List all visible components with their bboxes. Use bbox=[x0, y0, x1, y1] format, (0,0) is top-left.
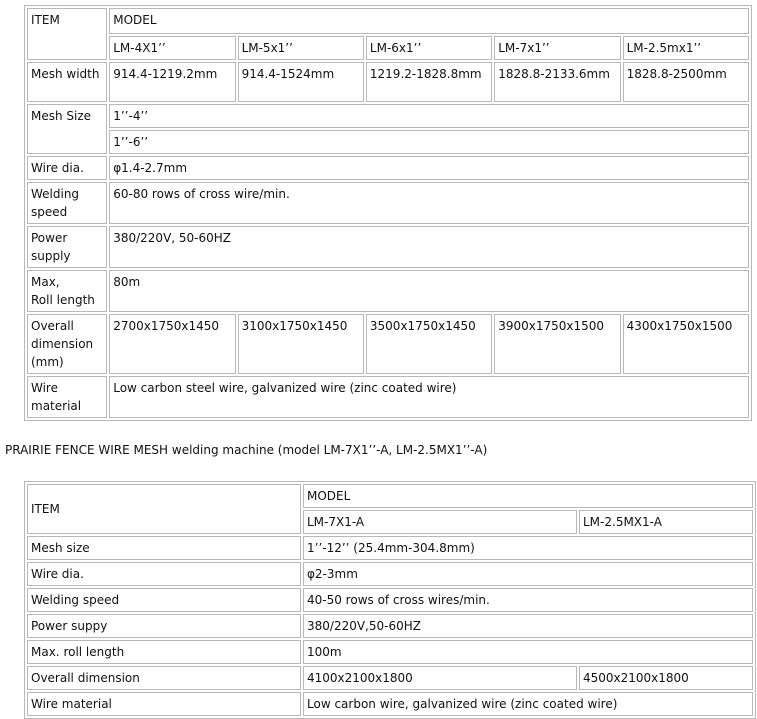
overall-dimension-value: 4500x2100x1800 bbox=[579, 666, 753, 690]
roll-length-value: 80m bbox=[109, 270, 749, 312]
overall-dimension-value: 2700x1750x1450 bbox=[109, 314, 235, 374]
model-header: MODEL bbox=[303, 484, 753, 508]
model-name: LM-7X1-A bbox=[303, 510, 577, 534]
model-name: LM-2.5mx1’’ bbox=[623, 36, 749, 60]
wire-material-value: Low carbon steel wire, galvanized wire (zinc coated wire) bbox=[109, 376, 749, 418]
model-name: LM-5x1’’ bbox=[238, 36, 364, 60]
row-label-welding-speed: Welding speed bbox=[27, 182, 107, 224]
mesh-size-value: 1’’-12’’ (25.4mm-304.8mm) bbox=[303, 536, 753, 560]
roll-length-label-line2: Roll length bbox=[31, 293, 95, 307]
item-header: ITEM bbox=[27, 8, 107, 60]
row-label-wire-dia: Wire dia. bbox=[27, 562, 301, 586]
mesh-size-value: 1’’-4’’ bbox=[109, 104, 749, 128]
power-supply-value: 380/220V,50-60HZ bbox=[303, 614, 753, 638]
row-label-mesh-size: Mesh size bbox=[27, 536, 301, 560]
row-label-power-supply: Power supply bbox=[27, 226, 107, 268]
row-label-power-supply: Power suppy bbox=[27, 614, 301, 638]
wire-material-value: Low carbon wire, galvanized wire (zinc coated wire) bbox=[303, 692, 753, 716]
mesh-size-value: 1’’-6’’ bbox=[109, 130, 749, 154]
overall-dimension-value: 3500x1750x1450 bbox=[366, 314, 492, 374]
row-label-roll-length: Max. roll length bbox=[27, 640, 301, 664]
roll-length-label-line1: Max, bbox=[31, 275, 60, 289]
row-label-roll-length bbox=[27, 270, 107, 312]
wire-dia-value: φ2-3mm bbox=[303, 562, 753, 586]
mesh-width-value: 914.4-1524mm bbox=[238, 62, 364, 102]
roll-length-value: 100m bbox=[303, 640, 753, 664]
item-header: ITEM bbox=[27, 484, 301, 534]
row-label-wire-dia: Wire dia. bbox=[27, 156, 107, 180]
model-name: LM-4X1’’ bbox=[109, 36, 235, 60]
overall-dimension-value: 3100x1750x1450 bbox=[238, 314, 364, 374]
row-label-wire-material: Wire material bbox=[27, 376, 107, 418]
overall-dimension-value: 4300x1750x1500 bbox=[623, 314, 749, 374]
model-header: MODEL bbox=[109, 8, 749, 34]
overall-dimension-value: 4100x2100x1800 bbox=[303, 666, 577, 690]
row-label-overall-dimension: Overall dimension (mm) bbox=[27, 314, 107, 374]
row-label-overall-dimension: Overall dimension bbox=[27, 666, 301, 690]
welding-speed-value: 60-80 rows of cross wire/min. bbox=[109, 182, 749, 224]
overall-dimension-value: 3900x1750x1500 bbox=[494, 314, 620, 374]
welding-speed-value: 40-50 rows of cross wires/min. bbox=[303, 588, 753, 612]
row-label-welding-speed: Welding speed bbox=[27, 588, 301, 612]
mesh-width-value: 1828.8-2133.6mm bbox=[494, 62, 620, 102]
section-caption: PRAIRIE FENCE WIRE MESH welding machine (model LM-7X1’’-A, LM-2.5MX1’’-A) bbox=[5, 443, 488, 457]
power-supply-value: 380/220V, 50-60HZ bbox=[109, 226, 749, 268]
model-name: LM-7x1’’ bbox=[494, 36, 620, 60]
model-name: LM-2.5MX1-A bbox=[579, 510, 753, 534]
mesh-width-value: 1219.2-1828.8mm bbox=[366, 62, 492, 102]
model-name: LM-6x1’’ bbox=[366, 36, 492, 60]
row-label-mesh-size: Mesh Size bbox=[27, 104, 107, 154]
mesh-width-value: 914.4-1219.2mm bbox=[109, 62, 235, 102]
spec-table-lm-series bbox=[24, 5, 752, 421]
row-label-wire-material: Wire material bbox=[27, 692, 301, 716]
mesh-width-value: 1828.8-2500mm bbox=[623, 62, 749, 102]
spec-table-prairie-fence bbox=[24, 481, 756, 719]
wire-dia-value: φ1.4-2.7mm bbox=[109, 156, 749, 180]
row-label-mesh-width: Mesh width bbox=[27, 62, 107, 102]
